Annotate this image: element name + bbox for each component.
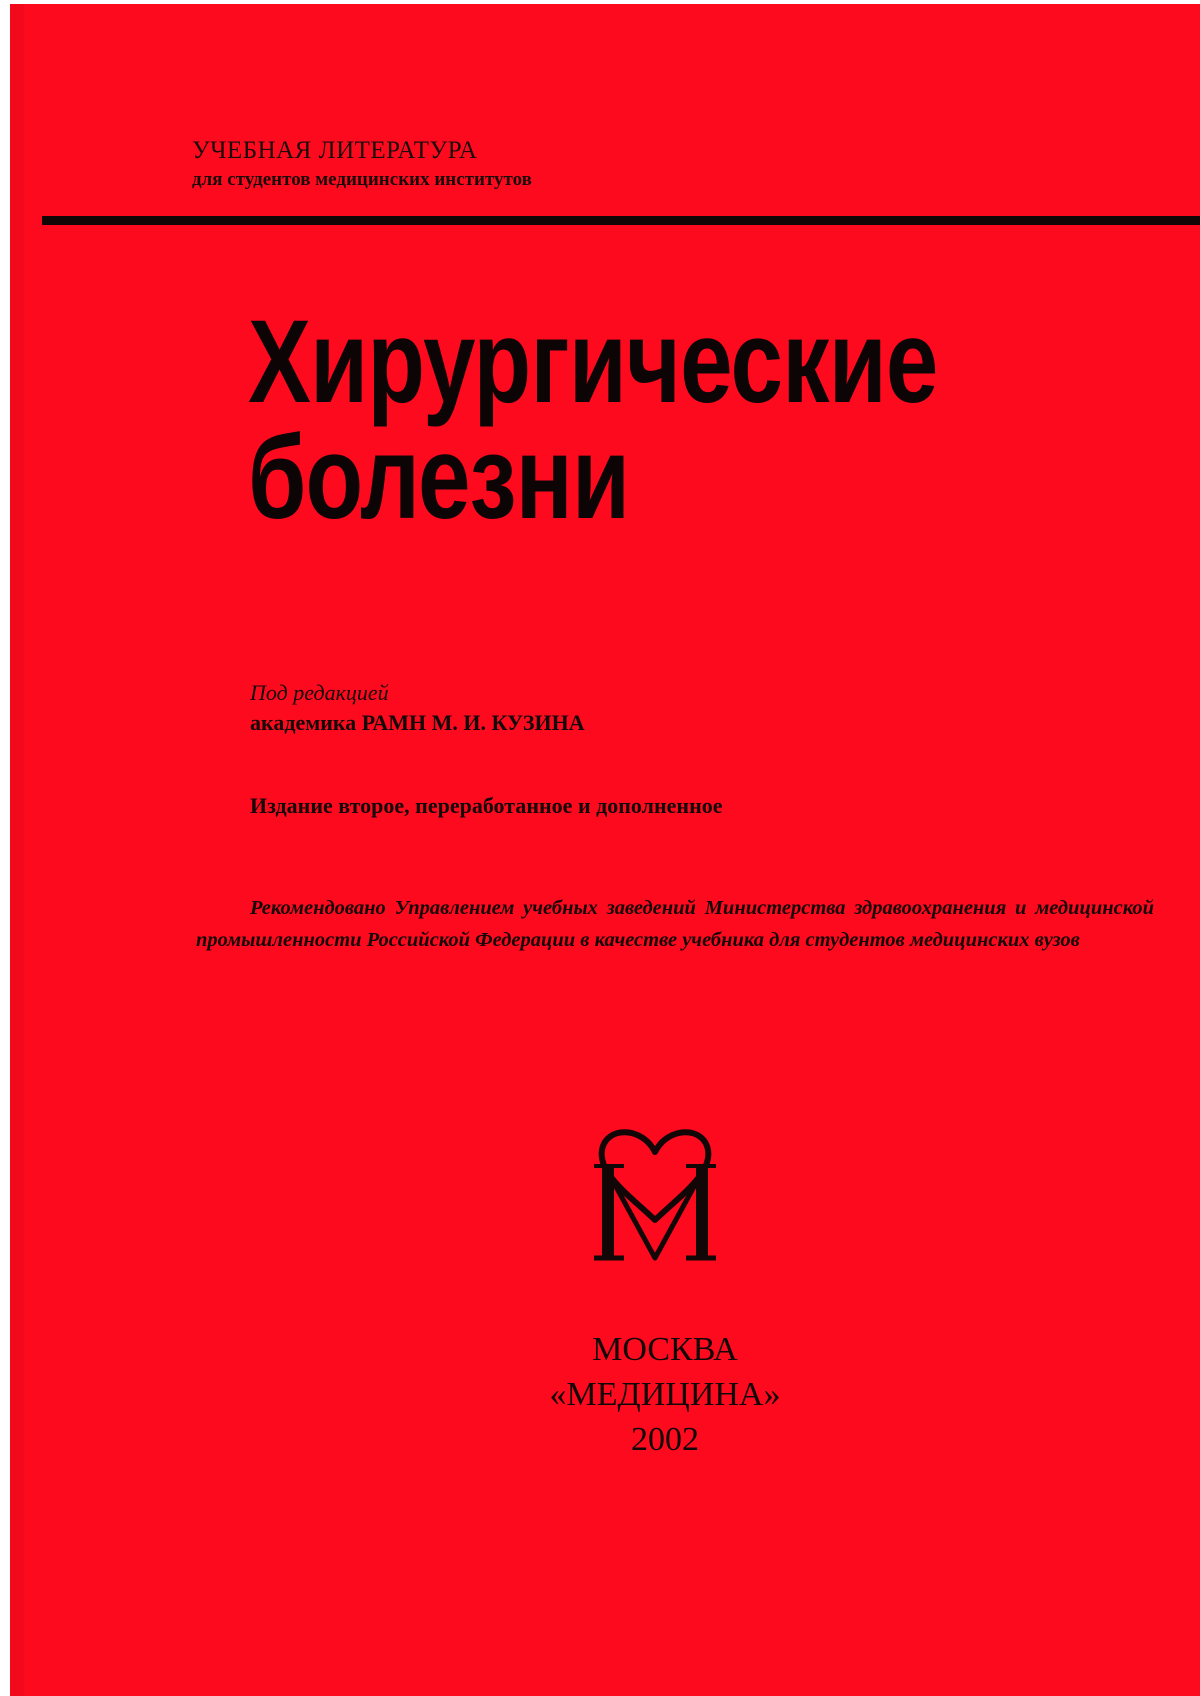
publisher-block xyxy=(500,1327,830,1463)
medicina-heart-m-logo-icon xyxy=(590,1108,720,1268)
editor-label: Под редакцией xyxy=(250,680,389,705)
recommendation-text: Рекомендовано Управлением учебных заведений Министерства здравоохранения и медицинской промышленности Российской Федерации в качестве учебника для студентов медицинских вузов xyxy=(196,897,1154,951)
edition-note: Издание второе, переработанное и дополненное xyxy=(250,793,723,818)
publisher-name: «МЕДИЦИНА» xyxy=(549,1376,781,1414)
book-title-line-2: болезни xyxy=(248,411,630,544)
book-title xyxy=(248,296,938,544)
editor-name: академика РАМН М. И. КУЗИНА xyxy=(250,709,585,735)
book-title-line-1: Хирургические xyxy=(248,296,938,428)
cover-edge xyxy=(10,4,24,1696)
series-subtitle: для студентов медицинских институтов xyxy=(192,169,532,191)
publisher-city: МОСКВА xyxy=(592,1331,738,1368)
series-title: УЧЕБНАЯ ЛИТЕРАТУРА xyxy=(192,137,478,164)
publication-year: 2002 xyxy=(631,1421,699,1459)
editor-block xyxy=(250,678,585,737)
series-block xyxy=(192,135,532,192)
header-rule xyxy=(42,216,1200,225)
